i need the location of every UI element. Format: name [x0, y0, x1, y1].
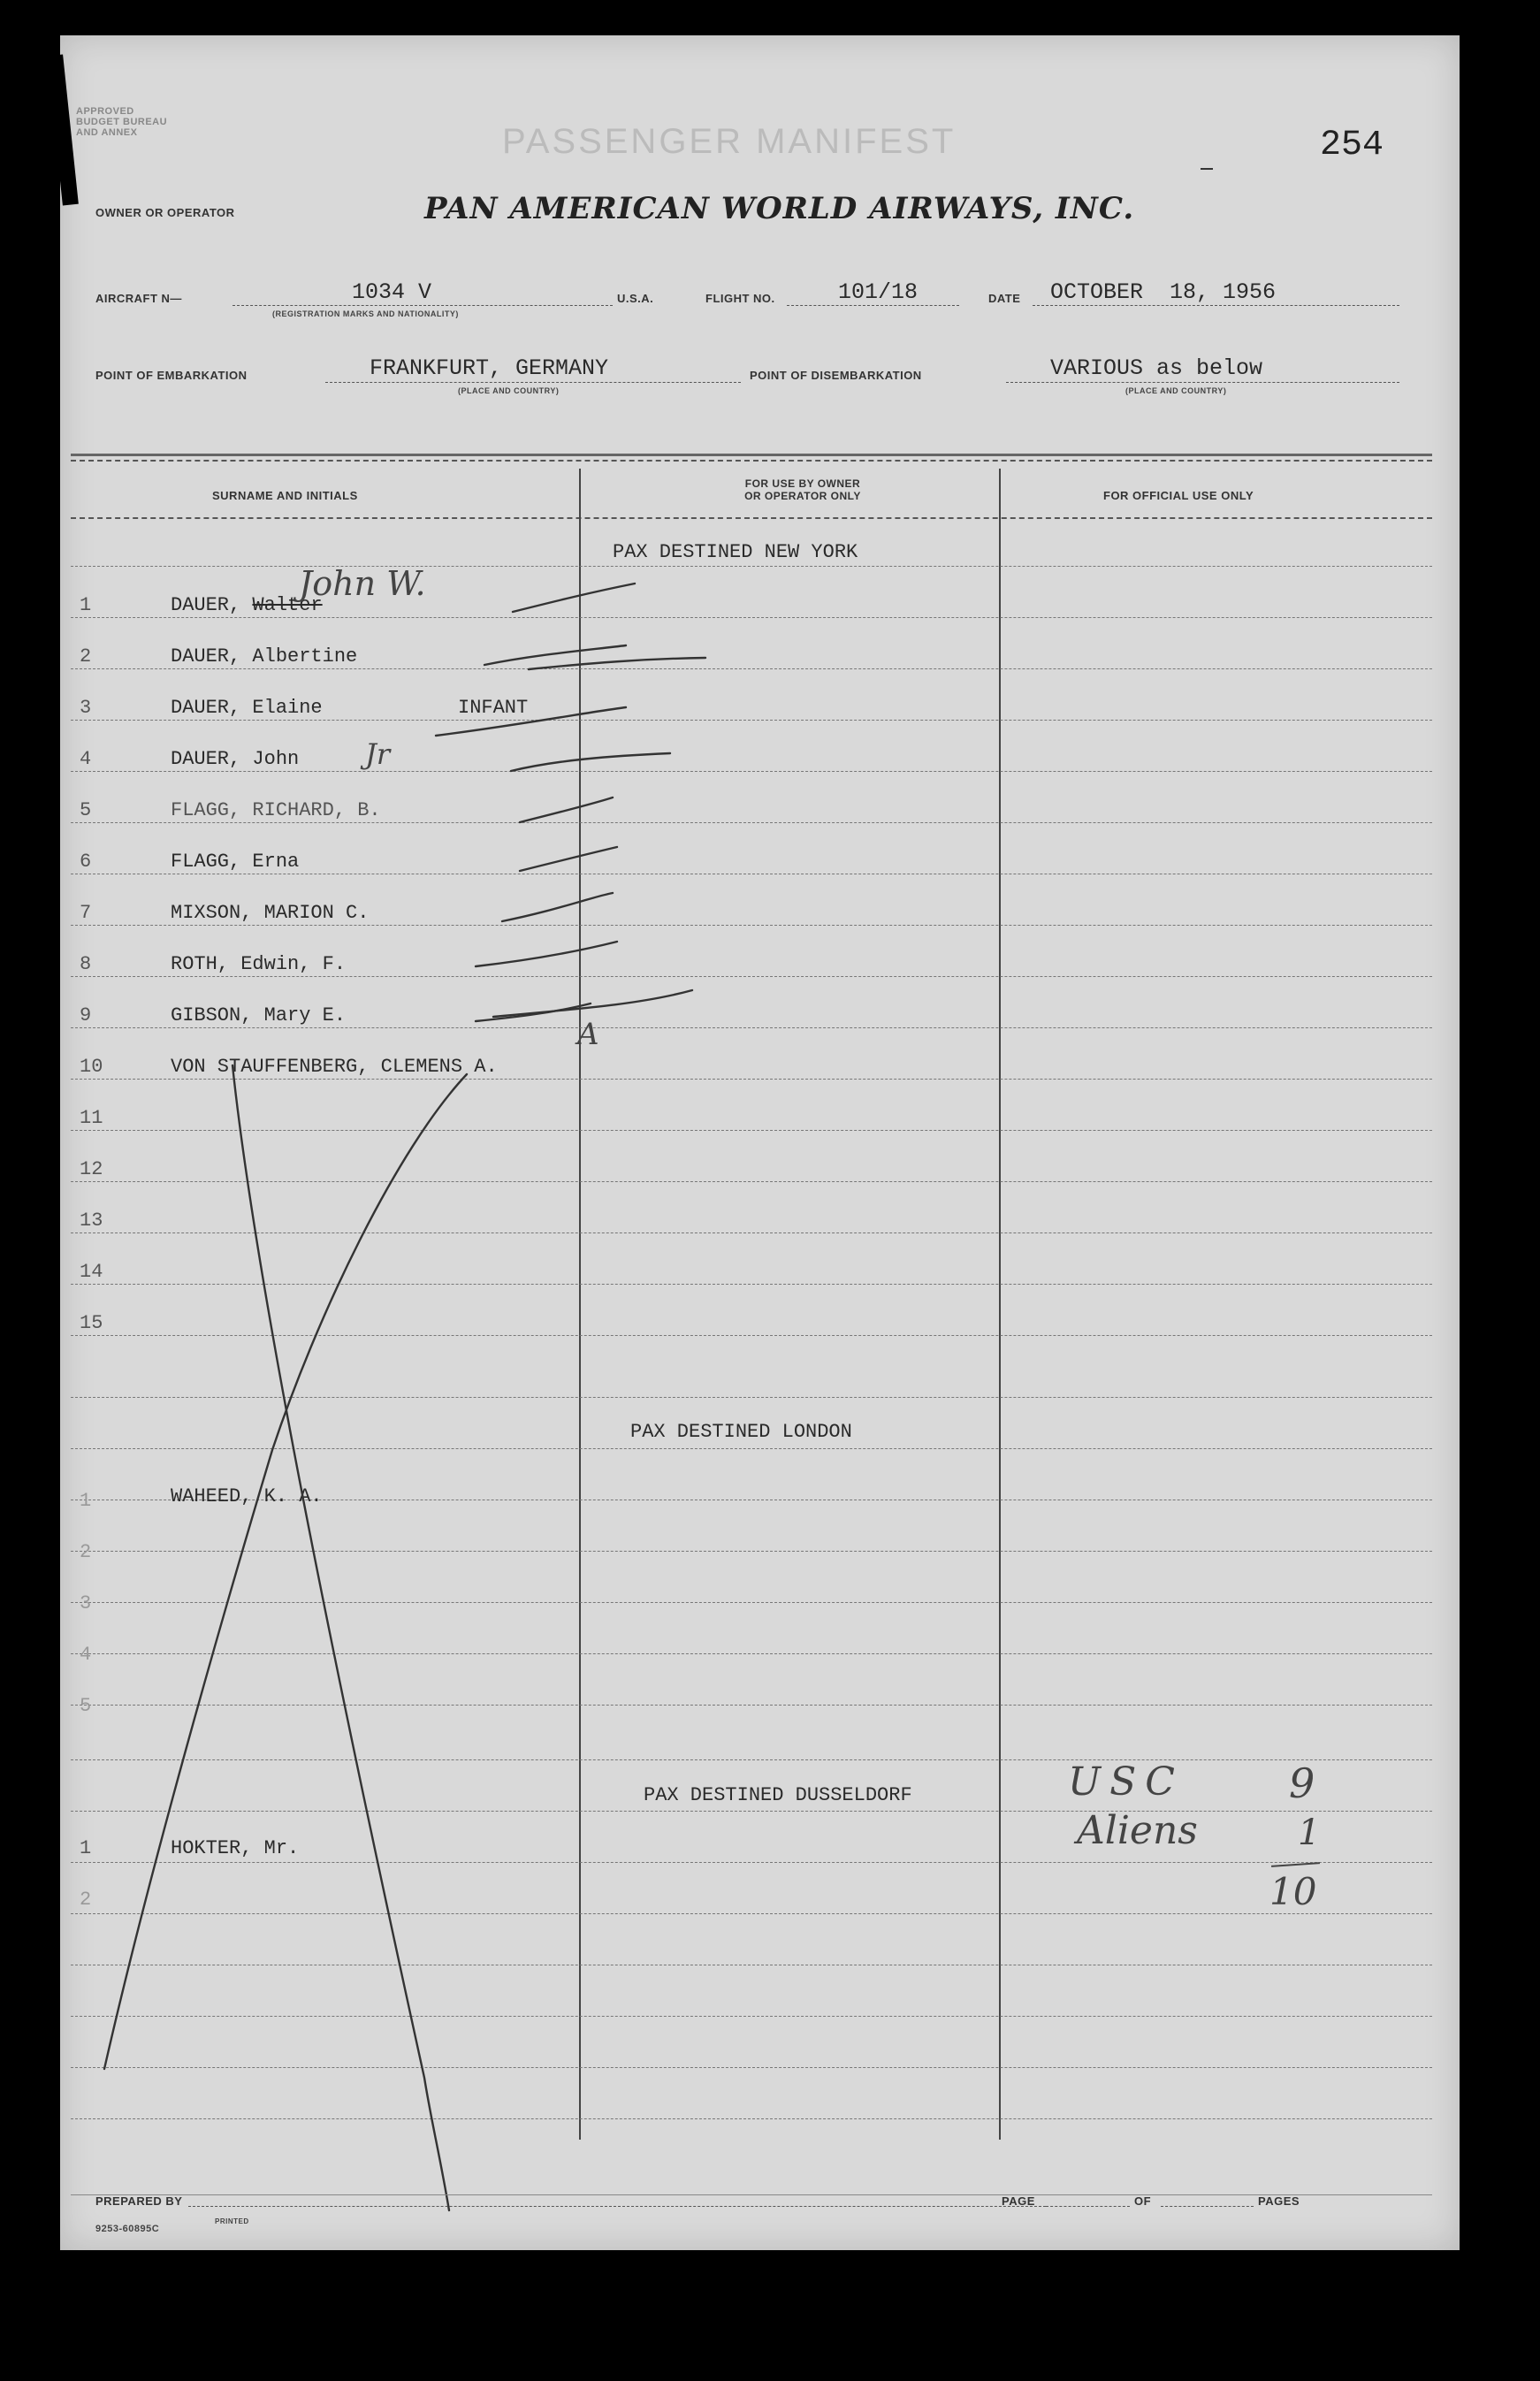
tally-aliens-value: 1 — [1298, 1812, 1321, 1853]
row-number: 2 — [80, 1889, 92, 1911]
passenger-name: WAHEED, K. A. — [171, 1485, 323, 1507]
row-number: 4 — [80, 1644, 92, 1666]
section-heading-new-york: PAX DESTINED NEW YORK — [613, 541, 858, 563]
row-number: 5 — [80, 799, 92, 821]
row-number: 2 — [80, 645, 92, 668]
flight-value: 101/18 — [838, 279, 919, 305]
row-number: 3 — [80, 1592, 92, 1614]
embarkation-label: POINT OF EMBARKATION — [95, 369, 248, 382]
passenger-name: DAUER, Walter — [171, 594, 323, 616]
handwritten-suffix: Jr — [365, 737, 391, 771]
row-number: 12 — [80, 1158, 103, 1180]
disembarkation-value: VARIOUS as below — [1050, 355, 1263, 381]
prepared-by-label: PREPARED BY — [95, 2194, 183, 2208]
aircraft-label: AIRCRAFT N— — [95, 292, 182, 305]
printed-mark: PRINTED — [215, 2217, 249, 2225]
embarkation-value: FRANKFURT, GERMANY — [370, 355, 609, 381]
row-number: 10 — [80, 1056, 103, 1078]
row-number: 2 — [80, 1541, 92, 1563]
page-label: PAGE — [1002, 2194, 1035, 2208]
disembarkation-sublabel: (PLACE AND COUNTRY) — [1125, 386, 1227, 395]
row-number: 1 — [80, 1490, 92, 1512]
passenger-note: INFANT — [458, 697, 529, 719]
tally-usc-label: USC — [1068, 1759, 1184, 1805]
section-heading-dusseldorf: PAX DESTINED DUSSELDORF — [644, 1784, 912, 1806]
row-number: 7 — [80, 902, 92, 924]
row-number: 5 — [80, 1695, 92, 1717]
form-code: 9253-60895C — [95, 2224, 160, 2234]
col-header-surname: SURNAME AND INITIALS — [212, 489, 358, 502]
page-number: 254 — [1320, 126, 1384, 165]
section-heading-london: PAX DESTINED LONDON — [630, 1421, 852, 1443]
handwritten-correction: John W. — [299, 564, 426, 603]
manifest-sheet — [60, 35, 1460, 2250]
row-number: 9 — [80, 1004, 92, 1026]
tally-aliens-label: Aliens — [1077, 1808, 1198, 1853]
usa-label: U.S.A. — [617, 292, 654, 305]
handwritten-initial: A — [577, 1017, 599, 1052]
row-number: 11 — [80, 1107, 103, 1129]
aircraft-sublabel: (REGISTRATION MARKS AND NATIONALITY) — [272, 309, 459, 318]
flight-label: FLIGHT NO. — [705, 292, 775, 305]
form-title: PASSENGER MANIFEST — [502, 122, 957, 161]
row-number: 14 — [80, 1261, 103, 1283]
owner-label: OWNER OR OPERATOR — [95, 206, 235, 219]
disembarkation-label: POINT OF DISEMBARKATION — [750, 369, 922, 382]
handwritten-strokes — [60, 35, 1460, 2250]
struck-name: Walter — [252, 594, 323, 616]
date-value: OCTOBER 18, 1956 — [1050, 279, 1277, 305]
row-number: 6 — [80, 851, 92, 873]
tally-total: 10 — [1269, 1870, 1317, 1913]
passenger-name: HOKTER, Mr. — [171, 1837, 300, 1859]
approval-stamp: APPROVED BUDGET BUREAU AND ANNEX — [76, 106, 168, 138]
passenger-name: ROTH, Edwin, F. — [171, 953, 347, 975]
embarkation-sublabel: (PLACE AND COUNTRY) — [458, 386, 560, 395]
row-number: 1 — [80, 594, 92, 616]
passenger-name: MIXSON, MARION C. — [171, 902, 370, 924]
tally-usc-value: 9 — [1289, 1759, 1315, 1807]
passenger-name: DAUER, John — [171, 748, 300, 770]
of-label: OF — [1134, 2194, 1152, 2208]
row-number: 8 — [80, 953, 92, 975]
passenger-name: FLAGG, Erna — [171, 851, 300, 873]
passenger-name: DAUER, Albertine — [171, 645, 358, 668]
owner-name: PAN AMERICAN WORLD AIRWAYS, INC. — [424, 191, 1135, 226]
row-number: 4 — [80, 748, 92, 770]
row-number: 13 — [80, 1210, 103, 1232]
col-header-official: FOR OFFICIAL USE ONLY — [1103, 489, 1254, 502]
date-label: DATE — [988, 292, 1021, 305]
col-header-owner: FOR USE BY OWNER OR OPERATOR ONLY — [744, 477, 861, 502]
passenger-name: VON STAUFFENBERG, CLEMENS A. — [171, 1056, 498, 1078]
passenger-name: DAUER, Elaine — [171, 697, 323, 719]
row-number: 3 — [80, 697, 92, 719]
passenger-name: GIBSON, Mary E. — [171, 1004, 347, 1026]
passenger-name: FLAGG, RICHARD, B. — [171, 799, 381, 821]
row-number: 15 — [80, 1312, 103, 1334]
pages-label: PAGES — [1258, 2194, 1300, 2208]
row-number: 1 — [80, 1837, 92, 1859]
aircraft-value: 1034 V — [352, 279, 432, 305]
